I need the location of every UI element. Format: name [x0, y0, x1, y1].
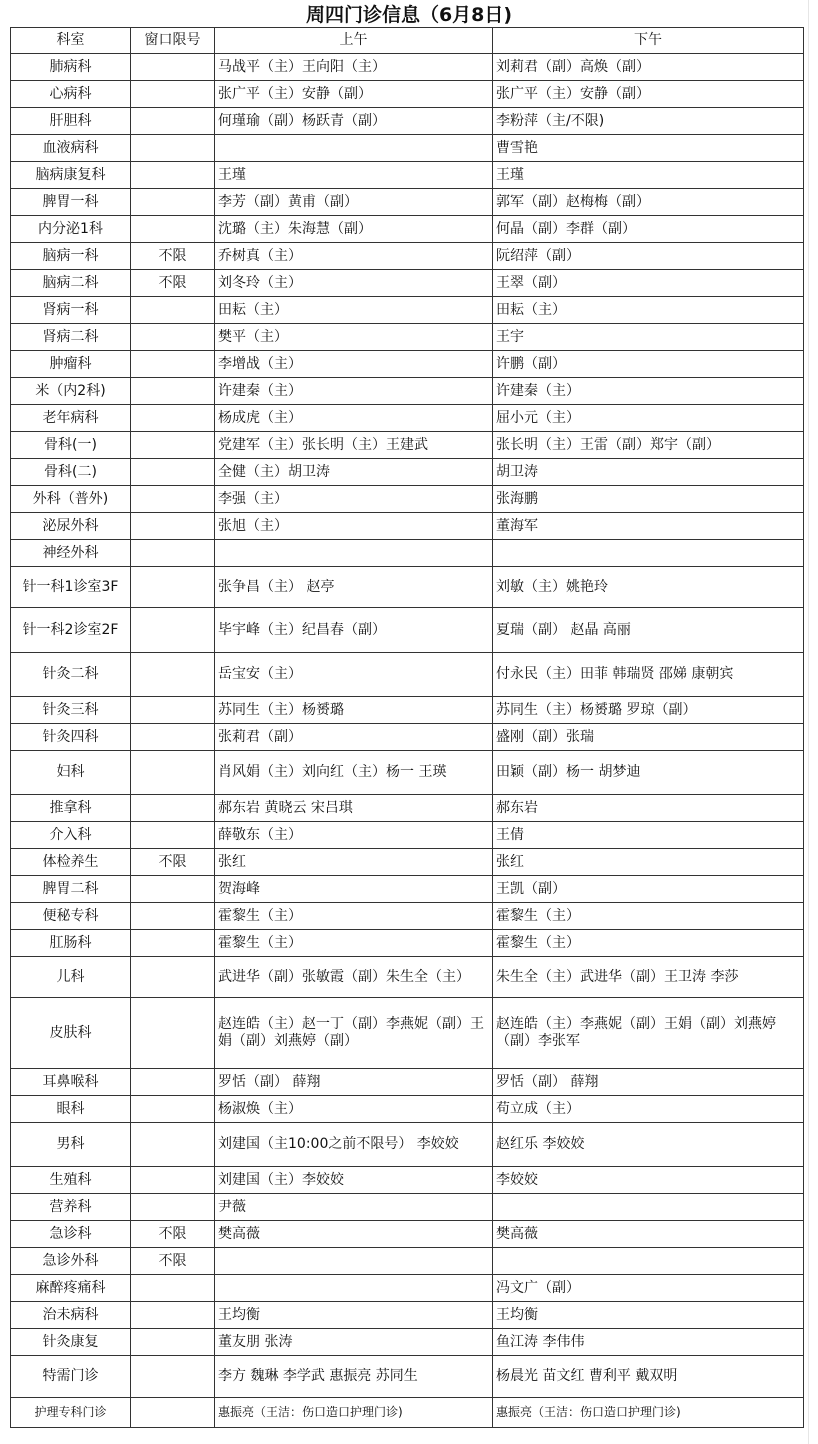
dept-cell: 肾病一科	[11, 297, 131, 324]
morning-cell: 王均衡	[215, 1302, 493, 1329]
afternoon-cell: 王翠（副）	[493, 270, 804, 297]
limit-cell	[131, 998, 215, 1069]
morning-cell: 许建秦（主）	[215, 378, 493, 405]
dept-cell: 脾胃二科	[11, 876, 131, 903]
limit-cell	[131, 1329, 215, 1356]
table-row	[11, 697, 804, 724]
table-row	[11, 459, 804, 486]
afternoon-cell: 鱼江涛 李伟伟	[493, 1329, 804, 1356]
dept-cell: 肛肠科	[11, 930, 131, 957]
morning-cell: 李增战（主）	[215, 351, 493, 378]
afternoon-cell: 许鹏（副）	[493, 351, 804, 378]
table-row	[11, 540, 804, 567]
limit-cell: 不限	[131, 1248, 215, 1275]
afternoon-cell: 张广平（主）安静（副）	[493, 81, 804, 108]
table-row	[11, 405, 804, 432]
table-row	[11, 1302, 804, 1329]
limit-cell: 不限	[131, 1221, 215, 1248]
dept-cell: 特需门诊	[11, 1356, 131, 1398]
dept-cell: 皮肤科	[11, 998, 131, 1069]
limit-cell	[131, 957, 215, 998]
dept-cell: 急诊科	[11, 1221, 131, 1248]
table-row	[11, 876, 804, 903]
table-row	[11, 1221, 804, 1248]
dept-cell: 针一科2诊室2F	[11, 608, 131, 653]
table-row	[11, 297, 804, 324]
morning-cell: 张红	[215, 849, 493, 876]
limit-cell	[131, 1123, 215, 1167]
afternoon-cell: 赵连皓（主）李燕妮（副）王娟（副）刘燕婷（副）李张军	[493, 998, 804, 1069]
afternoon-cell	[493, 1194, 804, 1221]
dept-cell: 外科（普外)	[11, 486, 131, 513]
limit-cell	[131, 1194, 215, 1221]
limit-cell	[131, 795, 215, 822]
dept-cell: 脾胃一科	[11, 189, 131, 216]
dept-cell: 介入科	[11, 822, 131, 849]
table-row	[11, 1123, 804, 1167]
afternoon-cell: 曹雪艳	[493, 135, 804, 162]
afternoon-cell: 杨晨光 苗文红 曹利平 戴双明	[493, 1356, 804, 1398]
table-row	[11, 1248, 804, 1275]
afternoon-cell: 何晶（副）李群（副）	[493, 216, 804, 243]
dept-cell: 男科	[11, 1123, 131, 1167]
limit-cell	[131, 697, 215, 724]
table-row	[11, 1275, 804, 1302]
afternoon-cell: 朱生全（主）武进华（副）王卫涛 李莎	[493, 957, 804, 998]
table-row	[11, 608, 804, 653]
morning-cell: 霍黎生（主）	[215, 903, 493, 930]
afternoon-cell: 赵红乐 李姣姣	[493, 1123, 804, 1167]
dept-cell: 脑病二科	[11, 270, 131, 297]
table-row	[11, 751, 804, 795]
table-row	[11, 324, 804, 351]
morning-cell	[215, 1275, 493, 1302]
table-row	[11, 903, 804, 930]
afternoon-cell: 田耘（主）	[493, 297, 804, 324]
limit-cell	[131, 653, 215, 697]
dept-cell: 麻醉疼痛科	[11, 1275, 131, 1302]
page-title: 周四门诊信息（6月8日)	[305, 4, 513, 26]
dept-cell: 心病科	[11, 81, 131, 108]
morning-cell: 薛敬东（主）	[215, 822, 493, 849]
dept-cell: 妇科	[11, 751, 131, 795]
limit-cell	[131, 351, 215, 378]
morning-cell: 毕宇峰（主）纪昌春（副）	[215, 608, 493, 653]
table-row	[11, 351, 804, 378]
table-row	[11, 189, 804, 216]
afternoon-cell: 罗恬（副） 薛翔	[493, 1069, 804, 1096]
afternoon-cell: 董海军	[493, 513, 804, 540]
afternoon-cell: 王宇	[493, 324, 804, 351]
table-row	[11, 378, 804, 405]
limit-cell	[131, 189, 215, 216]
afternoon-cell: 王倩	[493, 822, 804, 849]
morning-cell: 王瑾	[215, 162, 493, 189]
limit-cell	[131, 876, 215, 903]
limit-cell	[131, 297, 215, 324]
afternoon-cell: 胡卫涛	[493, 459, 804, 486]
morning-cell: 罗恬（副） 薛翔	[215, 1069, 493, 1096]
afternoon-cell: 张长明（主）王雷（副）郑宇（副）	[493, 432, 804, 459]
limit-cell	[131, 135, 215, 162]
morning-cell: 李方 魏琳 李学武 惠振亮 苏同生	[215, 1356, 493, 1398]
clinic-schedule-table	[10, 27, 804, 1428]
morning-cell: 马战平（主）王向阳（主）	[215, 54, 493, 81]
limit-cell: 不限	[131, 243, 215, 270]
afternoon-cell: 郭军（副）赵梅梅（副）	[493, 189, 804, 216]
morning-cell: 党建军（主）张长明（主）王建武	[215, 432, 493, 459]
dept-cell: 神经外科	[11, 540, 131, 567]
morning-cell: 李芳（副）黄甫（副）	[215, 189, 493, 216]
dept-cell: 针灸二科	[11, 653, 131, 697]
dept-cell: 体检养生	[11, 849, 131, 876]
morning-cell: 杨淑焕（主）	[215, 1096, 493, 1123]
limit-cell	[131, 724, 215, 751]
morning-cell: 全健（主）胡卫涛	[215, 459, 493, 486]
table-row	[11, 1398, 804, 1428]
limit-cell	[131, 54, 215, 81]
header-afternoon: 下午	[493, 28, 804, 54]
table-row	[11, 486, 804, 513]
dept-cell: 血液病科	[11, 135, 131, 162]
limit-cell	[131, 405, 215, 432]
limit-cell	[131, 378, 215, 405]
morning-cell: 武进华（副）张敏霞（副）朱生全（主）	[215, 957, 493, 998]
morning-cell: 岳宝安（主）	[215, 653, 493, 697]
afternoon-cell: 王均衡	[493, 1302, 804, 1329]
morning-cell	[215, 540, 493, 567]
dept-cell: 治未病科	[11, 1302, 131, 1329]
table-row	[11, 724, 804, 751]
limit-cell	[131, 608, 215, 653]
dept-cell: 营养科	[11, 1194, 131, 1221]
morning-cell: 张争昌（主） 赵亭	[215, 567, 493, 608]
afternoon-cell: 屈小元（主）	[493, 405, 804, 432]
header-morning: 上午	[215, 28, 493, 54]
dept-cell: 内分泌1科	[11, 216, 131, 243]
afternoon-cell	[493, 540, 804, 567]
dept-cell: 针一科1诊室3F	[11, 567, 131, 608]
morning-cell: 樊高薇	[215, 1221, 493, 1248]
limit-cell	[131, 486, 215, 513]
table-row	[11, 1194, 804, 1221]
morning-cell	[215, 1248, 493, 1275]
dept-cell: 脑病一科	[11, 243, 131, 270]
limit-cell	[131, 1096, 215, 1123]
dept-cell: 急诊外科	[11, 1248, 131, 1275]
dept-cell: 针灸三科	[11, 697, 131, 724]
afternoon-cell: 李姣姣	[493, 1167, 804, 1194]
table-row	[11, 54, 804, 81]
morning-cell	[215, 135, 493, 162]
sheet-grid-line	[808, 0, 809, 1444]
morning-cell: 刘建国（主）李姣姣	[215, 1167, 493, 1194]
afternoon-cell: 霍黎生（主）	[493, 930, 804, 957]
table-header-row	[11, 28, 804, 54]
dept-cell: 脑病康复科	[11, 162, 131, 189]
table-row	[11, 270, 804, 297]
limit-cell	[131, 1069, 215, 1096]
limit-cell	[131, 216, 215, 243]
table-row	[11, 930, 804, 957]
table-row	[11, 822, 804, 849]
table-body	[11, 54, 804, 1428]
dept-cell: 生殖科	[11, 1167, 131, 1194]
afternoon-cell: 霍黎生（主）	[493, 903, 804, 930]
table-row	[11, 162, 804, 189]
afternoon-cell: 樊高薇	[493, 1221, 804, 1248]
afternoon-cell: 张海鹏	[493, 486, 804, 513]
afternoon-cell: 郝东岩	[493, 795, 804, 822]
table-row	[11, 1356, 804, 1398]
table-row	[11, 513, 804, 540]
morning-cell: 田耘（主）	[215, 297, 493, 324]
afternoon-cell	[493, 1248, 804, 1275]
morning-cell: 贺海峰	[215, 876, 493, 903]
limit-cell: 不限	[131, 849, 215, 876]
morning-cell: 赵连皓（主）赵一丁（副）李燕妮（副）王娟（副）刘燕婷（副）	[215, 998, 493, 1069]
limit-cell	[131, 751, 215, 795]
table-row	[11, 957, 804, 998]
morning-cell: 樊平（主）	[215, 324, 493, 351]
morning-cell: 苏同生（主）杨赟璐	[215, 697, 493, 724]
limit-cell	[131, 930, 215, 957]
table-row	[11, 795, 804, 822]
morning-cell: 张旭（主）	[215, 513, 493, 540]
morning-cell: 张莉君（副）	[215, 724, 493, 751]
limit-cell	[131, 324, 215, 351]
limit-cell	[131, 459, 215, 486]
afternoon-cell: 阮绍萍（副）	[493, 243, 804, 270]
dept-cell: 老年病科	[11, 405, 131, 432]
table-row	[11, 1096, 804, 1123]
afternoon-cell: 李粉萍（主/不限)	[493, 108, 804, 135]
table-row	[11, 567, 804, 608]
afternoon-cell: 张红	[493, 849, 804, 876]
table-row	[11, 998, 804, 1069]
table-row	[11, 243, 804, 270]
dept-cell: 泌尿外科	[11, 513, 131, 540]
dept-cell: 肿瘤科	[11, 351, 131, 378]
afternoon-cell: 苏同生（主）杨赟璐 罗琼（副）	[493, 697, 804, 724]
dept-cell: 针灸四科	[11, 724, 131, 751]
dept-cell: 肺病科	[11, 54, 131, 81]
limit-cell	[131, 513, 215, 540]
limit-cell	[131, 162, 215, 189]
morning-cell: 李强（主）	[215, 486, 493, 513]
dept-cell: 肾病二科	[11, 324, 131, 351]
dept-cell: 推拿科	[11, 795, 131, 822]
afternoon-cell: 夏瑞（副） 赵晶 高丽	[493, 608, 804, 653]
limit-cell	[131, 81, 215, 108]
limit-cell	[131, 1275, 215, 1302]
afternoon-cell: 许建秦（主）	[493, 378, 804, 405]
table-row	[11, 216, 804, 243]
afternoon-cell: 惠振亮（王洁：伤口造口护理门诊)	[493, 1398, 804, 1428]
morning-cell: 肖风娟（主）刘向红（主）杨一 王瑛	[215, 751, 493, 795]
table-row	[11, 1329, 804, 1356]
afternoon-cell: 刘敏（主）姚艳玲	[493, 567, 804, 608]
afternoon-cell: 王瑾	[493, 162, 804, 189]
afternoon-cell: 田颖（副）杨一 胡梦迪	[493, 751, 804, 795]
dept-cell: 护理专科门诊	[11, 1398, 131, 1428]
afternoon-cell: 付永民（主）田菲 韩瑞贤 邵娣 康朝宾	[493, 653, 804, 697]
dept-cell: 米（内2科)	[11, 378, 131, 405]
afternoon-cell: 王凯（副）	[493, 876, 804, 903]
morning-cell: 乔树真（主）	[215, 243, 493, 270]
morning-cell: 尹薇	[215, 1194, 493, 1221]
limit-cell	[131, 903, 215, 930]
table-row	[11, 81, 804, 108]
morning-cell: 惠振亮（王洁：伤口造口护理门诊)	[215, 1398, 493, 1428]
limit-cell	[131, 432, 215, 459]
dept-cell: 儿科	[11, 957, 131, 998]
limit-cell	[131, 1302, 215, 1329]
table-row	[11, 1069, 804, 1096]
table-row	[11, 108, 804, 135]
dept-cell: 骨科(一)	[11, 432, 131, 459]
morning-cell: 刘冬玲（主）	[215, 270, 493, 297]
dept-cell: 便秘专科	[11, 903, 131, 930]
afternoon-cell: 冯文广（副）	[493, 1275, 804, 1302]
limit-cell	[131, 108, 215, 135]
limit-cell	[131, 822, 215, 849]
morning-cell: 杨成虎（主）	[215, 405, 493, 432]
table-row	[11, 1167, 804, 1194]
morning-cell: 何瑾瑜（副）杨跃青（副）	[215, 108, 493, 135]
dept-cell: 骨科(二)	[11, 459, 131, 486]
table-row	[11, 432, 804, 459]
dept-cell: 针灸康复	[11, 1329, 131, 1356]
morning-cell: 沈璐（主）朱海慧（副）	[215, 216, 493, 243]
dept-cell: 耳鼻喉科	[11, 1069, 131, 1096]
afternoon-cell: 刘莉君（副）高焕（副）	[493, 54, 804, 81]
dept-cell: 眼科	[11, 1096, 131, 1123]
morning-cell: 霍黎生（主）	[215, 930, 493, 957]
dept-cell: 肝胆科	[11, 108, 131, 135]
morning-cell: 张广平（主）安静（副）	[215, 81, 493, 108]
limit-cell	[131, 567, 215, 608]
limit-cell: 不限	[131, 270, 215, 297]
table-row	[11, 849, 804, 876]
limit-cell	[131, 1167, 215, 1194]
limit-cell	[131, 540, 215, 567]
table-row	[11, 653, 804, 697]
limit-cell	[131, 1356, 215, 1398]
afternoon-cell: 盛刚（副）张瑞	[493, 724, 804, 751]
limit-cell	[131, 1398, 215, 1428]
morning-cell: 刘建国（主10:00之前不限号） 李姣姣	[215, 1123, 493, 1167]
morning-cell: 董友朋 张涛	[215, 1329, 493, 1356]
afternoon-cell: 苟立成（主）	[493, 1096, 804, 1123]
header-limit: 窗口限号	[131, 28, 215, 54]
morning-cell: 郝东岩 黄晓云 宋吕琪	[215, 795, 493, 822]
header-dept: 科室	[11, 28, 131, 54]
table-row	[11, 135, 804, 162]
